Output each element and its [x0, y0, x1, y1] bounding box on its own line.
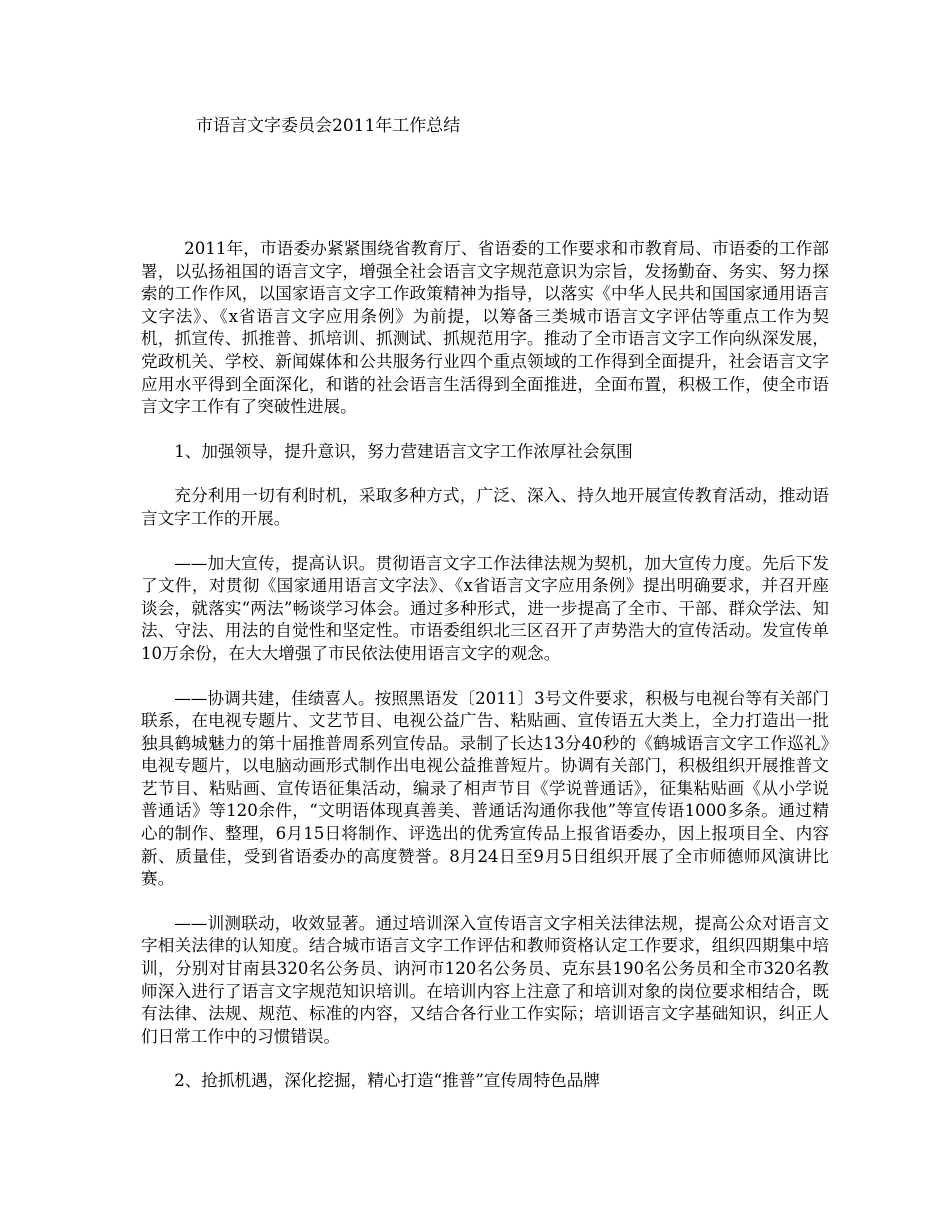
section-1-paragraph-2: ——加大宣传，提高认识。贯彻语言文字工作法律法规为契机，加大宣传力度。先后下发了文件，对贯彻《国家通用语言文字法》、《x省语言文字应用条例》提出明确要求，并召开座谈会，就落实“两法”畅谈学习体会。通过多种形式，进一步提高了全市、干部、群众学法、知法、守法、用法的自觉性和坚定性。市语委组织北三区召开了声势浩大的宣传活动。发宣传单10万余份，在大大增强了市民依法使用语言文字的观念。: [141, 553, 829, 663]
document-title: 市语言文字委员会2011年工作总结: [196, 116, 461, 136]
section-2-heading: 2、抢抓机遇，深化挖掘，精心打造“推普”宣传周特色品牌: [174, 1071, 600, 1091]
document-body: [141, 238, 829, 1115]
intro-paragraph: 2011年，市语委办紧紧围绕省教育厅、省语委的工作要求和市教育局、市语委的工作部署，以弘扬祖国的语言文字，增强全社会语言文字规范意识为宗旨，发扬勤奋、务实、努力探索的工作作风，以国家语言文字工作政策精神为指导，以落实《中华人民共和国国家通用语言文字法》、《x省语言文字应用条例》为前提，以筹备三类城市语言文字评估等重点工作为契机，抓宣传、抓推普、抓培训、抓测试、抓规范用字。推动了全市语言文字工作向纵深发展，党政机关、学校、新闻媒体和公共服务行业四个重点领域的工作得到全面提升，社会语言文字应用水平得到全面深化，和谐的社会语言生活得到全面推进，全面布置，积极工作，使全市语言文字工作有了突破性进展。: [141, 239, 829, 417]
section-1-paragraph-1: 充分利用一切有利时机，采取多种方式，广泛、深入、持久地开展宣传教育活动，推动语言文字工作的开展。: [141, 486, 829, 528]
section-1-paragraph-4: ——训测联动，收效显著。通过培训深入宣传语言文字相关法律法规，提高公众对语言文字相关法律的认知度。结合城市语言文字工作评估和教师资格认定工作要求，组织四期集中培训，分别对甘南县320名公务员、讷河市120名公务员、克东县190名公务员和全市320名教师深入进行了语言文字规范知识培训。在培训内容上注意了和培训对象的岗位要求相结合，既有法律、法规、规范、标准的内容，又结合各行业工作实际；培训语言文字基础知识，纠正人们日常工作中的习惯错误。: [141, 913, 829, 1046]
section-1-heading: 1、加强领导，提升意识，努力营建语言文字工作浓厚社会氛围: [174, 441, 633, 461]
section-1-paragraph-3: ——协调共建，佳绩喜人。按照黑语发〔2011〕3号文件要求，积极与电视台等有关部门联系，在电视专题片、文艺节目、电视公益广告、粘贴画、宣传语五大类上，全力打造出一批独具鹤城魅力的第十届推普周系列宣传品。录制了长达13分40秒的《鹤城语言文字工作巡礼》电视专题片，以电脑动画形式制作出电视公益推普短片。协调有关部门，积极组织开展推普文艺节目、粘贴画、宣传语征集活动，编录了相声节目《学说普通话》，征集粘贴画《从小学说普通话》等120余件，“文明语体现真善美、普通话沟通你我他”等宣传语1000多条。通过精心的制作、整理，6月15日将制作、评选出的优秀宣传品上报省语委办，因上报项目全、内容新、质量佳，受到省语委办的高度赞誉。8月24日至9月5日组织开展了全市师德师风演讲比赛。: [141, 688, 829, 889]
